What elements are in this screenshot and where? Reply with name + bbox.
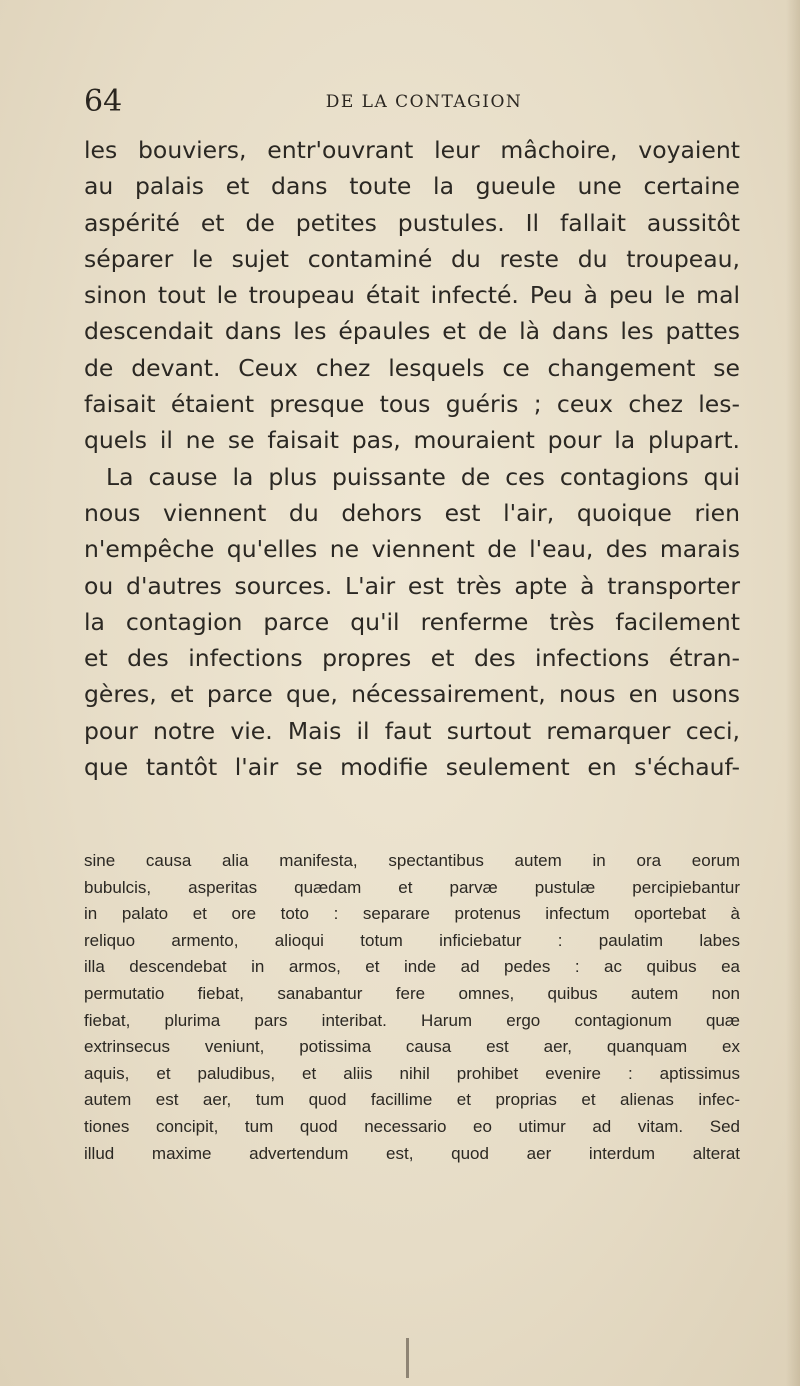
french-line: séparer le sujet contaminé du reste du troupeau, [84, 244, 740, 273]
latin-line: fiebat, plurima pars interibat. Harum ergo contagionum quæ [84, 1010, 740, 1030]
running-head: DE LA CONTAGION [325, 92, 523, 112]
french-line: gères, et parce que, nécessairement, nous en usons [84, 680, 740, 709]
latin-line: tiones concipit, tum quod necessario eo utimur ad vitam. Sed [84, 1116, 740, 1136]
french-translation [84, 132, 740, 785]
french-line: aspérité et de petites pustules. Il fallait aussitôt [84, 208, 740, 237]
latin-line: bubulcis, asperitas quædam et parvæ pustulæ percipiebantur [84, 877, 740, 897]
french-line: nous viennent du dehors est l'air, quoique rien [84, 498, 740, 527]
french-line: que tantôt l'air se modifie seulement en s'échauf- [84, 753, 740, 782]
page-number: 64 [84, 84, 123, 119]
french-line: ou d'autres sources. L'air est très apte à transporter [84, 571, 740, 600]
french-line: sinon tout le troupeau était infecté. Peu à peu le mal [84, 281, 740, 310]
french-line: faisait étaient presque tous guéris ; ceux chez les- [84, 390, 740, 419]
french-line: et des infections propres et des infections étran- [84, 644, 740, 673]
page-edge-shadow [786, 0, 800, 1386]
french-line: n'empêche qu'elles ne viennent de l'eau, des marais [84, 535, 740, 564]
page-header [84, 84, 764, 124]
latin-original [84, 848, 740, 1167]
french-line: descendait dans les épaules et de là dans les pattes [84, 317, 740, 346]
french-line: pour notre vie. Mais il faut surtout remarquer ceci, [84, 716, 740, 745]
latin-line: extrinsecus veniunt, potissima causa est aer, quanquam ex [84, 1037, 740, 1057]
latin-line: illa descendebat in armos, et inde ad pedes : ac quibus ea [84, 957, 740, 977]
latin-line: illud maxime advertendum est, quod aer interdum alterat [84, 1143, 740, 1163]
latin-line: sine causa alia manifesta, spectantibus autem in ora eorum [84, 851, 740, 870]
latin-line: autem est aer, tum quod facillime et proprias et alienas infec- [84, 1090, 740, 1110]
french-line: la contagion parce qu'il renferme très facilement [84, 607, 740, 636]
french-line: de devant. Ceux chez lesquels ce changement se [84, 353, 740, 382]
french-line: La cause la plus puissante de ces contagions qui [106, 462, 740, 491]
latin-line: in palato et ore toto : separare protenus infectum oportebat à [84, 904, 740, 924]
latin-line: aquis, et paludibus, et aliis nihil prohibet evenire : aptissimus [84, 1063, 740, 1083]
ink-fleck [406, 1338, 409, 1378]
french-line: les bouviers, entr'ouvrant leur mâchoire, voyaient [84, 136, 740, 164]
latin-line: permutatio fiebat, sanabantur fere omnes, quibus autem non [84, 983, 740, 1003]
french-line: quels il ne se faisait pas, mouraient pour la plupart. [84, 426, 740, 455]
french-line: au palais et dans toute la gueule une certaine [84, 172, 740, 201]
latin-line: reliquo armento, alioqui totum inficiebatur : paulatim labes [84, 930, 740, 950]
